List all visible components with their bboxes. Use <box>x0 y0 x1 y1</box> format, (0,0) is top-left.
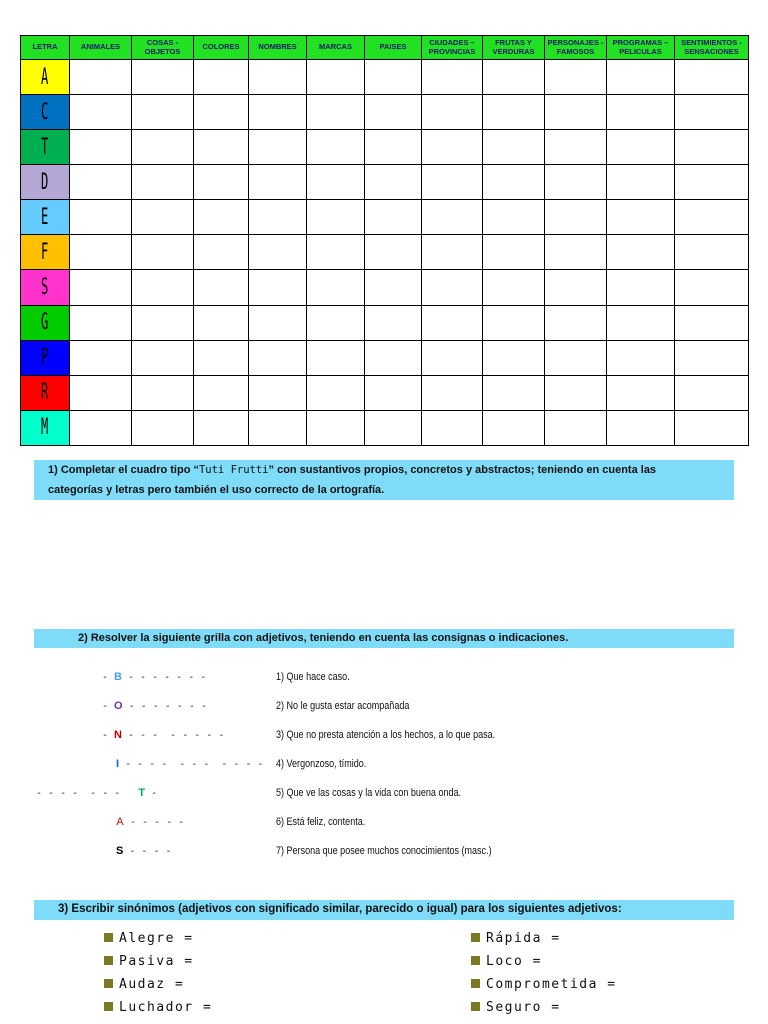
answer-cell[interactable] <box>607 95 675 130</box>
answer-cell[interactable] <box>132 305 194 340</box>
answer-cell[interactable] <box>545 305 607 340</box>
answer-cell[interactable] <box>607 340 675 375</box>
answer-cell[interactable] <box>132 340 194 375</box>
clue-key-letter: S <box>116 845 124 857</box>
answer-cell[interactable] <box>422 270 483 305</box>
clue-key-letter: I <box>116 758 120 770</box>
answer-cell[interactable] <box>194 375 249 410</box>
answer-cell[interactable] <box>545 410 607 445</box>
answer-cell[interactable] <box>70 200 132 235</box>
answer-cell[interactable] <box>365 305 422 340</box>
clue-dashes-after: - - - - - - - <box>122 701 207 712</box>
synonym-item <box>471 1000 561 1015</box>
answer-cell[interactable] <box>607 375 675 410</box>
clue-definition: 3) Que no presta atención a los hechos, a lo que pasa. <box>276 729 496 741</box>
clue-dashes-before: - - - - - - - <box>36 788 139 799</box>
answer-cell[interactable] <box>422 60 483 95</box>
clue-dashes-before: - <box>102 701 115 712</box>
answer-cell[interactable] <box>483 235 545 270</box>
synonym-item <box>104 931 194 946</box>
answer-cell[interactable] <box>675 165 749 200</box>
answer-cell[interactable] <box>607 410 675 445</box>
column-header: LETRA <box>21 36 70 60</box>
answer-cell[interactable] <box>132 200 194 235</box>
table-row <box>21 340 749 375</box>
clue-dashes-after: - <box>145 788 158 799</box>
answer-cell[interactable] <box>249 95 307 130</box>
answer-cell[interactable] <box>483 95 545 130</box>
answer-cell[interactable] <box>307 235 365 270</box>
answer-cell[interactable] <box>70 130 132 165</box>
answer-cell[interactable] <box>70 165 132 200</box>
instruction-1-text-b: ” con sustantivos propios, concretos y abstractos; teniendo en cuenta las <box>268 464 657 476</box>
answer-cell[interactable] <box>249 235 307 270</box>
answer-cell[interactable] <box>249 130 307 165</box>
clue-definition: 7) Persona que posee muchos conocimientos (masc.) <box>276 845 492 857</box>
letter-label: A <box>41 64 49 90</box>
table-row <box>21 305 749 340</box>
letter-cell <box>21 305 70 340</box>
answer-cell[interactable] <box>483 305 545 340</box>
instruction-banner-1 <box>34 460 734 500</box>
answer-cell[interactable] <box>307 165 365 200</box>
answer-cell[interactable] <box>249 60 307 95</box>
answer-cell[interactable] <box>422 340 483 375</box>
answer-cell[interactable] <box>249 410 307 445</box>
clue-pattern <box>102 729 224 741</box>
clue-pattern <box>116 845 172 857</box>
synonym-word: Alegre = <box>119 931 194 946</box>
letter-label: G <box>41 310 49 336</box>
letter-label: T <box>41 134 49 160</box>
answer-cell[interactable] <box>307 130 365 165</box>
letter-cell <box>21 410 70 445</box>
table-row <box>21 95 749 130</box>
table-row <box>21 375 749 410</box>
table-row <box>21 200 749 235</box>
letter-label: S <box>41 275 49 300</box>
clue-definition: 6) Está feliz, contenta. <box>276 816 366 828</box>
answer-cell[interactable] <box>483 60 545 95</box>
answer-cell[interactable] <box>545 340 607 375</box>
column-header: FRUTAS Y VERDURAS <box>483 36 545 60</box>
answer-cell[interactable] <box>675 305 749 340</box>
answer-cell[interactable] <box>422 165 483 200</box>
answer-cell[interactable] <box>70 375 132 410</box>
answer-cell[interactable] <box>194 340 249 375</box>
column-header: ANIMALES <box>70 36 132 60</box>
clue-definition: 4) Vergonzoso, tímido. <box>276 758 367 770</box>
answer-cell[interactable] <box>545 165 607 200</box>
answer-cell[interactable] <box>70 410 132 445</box>
column-header: NOMBRES <box>249 36 307 60</box>
answer-cell[interactable] <box>132 410 194 445</box>
instruction-banner-2 <box>34 629 734 648</box>
answer-cell[interactable] <box>675 410 749 445</box>
letter-label: F <box>41 239 49 265</box>
answer-cell[interactable] <box>675 130 749 165</box>
instruction-banner-3 <box>34 900 734 920</box>
answer-cell[interactable] <box>70 60 132 95</box>
answer-cell[interactable] <box>607 60 675 95</box>
clue-dashes-before: - <box>102 730 115 741</box>
answer-cell[interactable] <box>365 410 422 445</box>
column-header: CIUDADES – PROVINCIAS <box>422 36 483 60</box>
instruction-1-line-2: categorías y letras pero también el uso correcto de la ortografía. <box>48 483 385 496</box>
column-header: PERSONAJES - FAMOSOS <box>545 36 607 60</box>
answer-cell[interactable] <box>194 95 249 130</box>
synonym-word: Seguro = <box>486 1000 561 1015</box>
answer-cell[interactable] <box>307 340 365 375</box>
answer-cell[interactable] <box>483 410 545 445</box>
answer-cell[interactable] <box>194 165 249 200</box>
clue-dashes-after: - - - - - - - - - - - <box>119 759 264 770</box>
synonym-item <box>471 931 561 946</box>
clue-pattern <box>102 671 206 683</box>
answer-cell[interactable] <box>194 305 249 340</box>
answer-cell[interactable] <box>249 305 307 340</box>
answer-cell[interactable] <box>545 130 607 165</box>
answer-cell[interactable] <box>545 60 607 95</box>
clue-dashes-after: - - - - <box>123 846 172 857</box>
answer-cell[interactable] <box>365 60 422 95</box>
answer-cell[interactable] <box>249 200 307 235</box>
answer-cell[interactable] <box>483 165 545 200</box>
answer-cell[interactable] <box>483 200 545 235</box>
answer-cell[interactable] <box>307 270 365 305</box>
square-bullet-icon <box>104 1002 113 1011</box>
clue-definition: 2) No le gusta estar acompañada <box>276 700 410 712</box>
answer-cell[interactable] <box>132 95 194 130</box>
answer-cell[interactable] <box>194 270 249 305</box>
answer-cell[interactable] <box>675 375 749 410</box>
answer-cell[interactable] <box>422 130 483 165</box>
answer-cell[interactable] <box>422 95 483 130</box>
answer-cell[interactable] <box>422 235 483 270</box>
letter-label: C <box>41 99 49 125</box>
answer-cell[interactable] <box>545 375 607 410</box>
answer-cell[interactable] <box>194 130 249 165</box>
answer-cell[interactable] <box>365 130 422 165</box>
answer-cell[interactable] <box>132 375 194 410</box>
answer-cell[interactable] <box>422 200 483 235</box>
column-header: PROGRAMAS – PELICULAS <box>607 36 675 60</box>
clue-pattern <box>102 700 207 712</box>
answer-cell[interactable] <box>194 235 249 270</box>
table-row <box>21 410 749 445</box>
answer-cell[interactable] <box>365 270 422 305</box>
letter-label: R <box>41 380 49 406</box>
letter-cell <box>21 235 70 270</box>
answer-cell[interactable] <box>607 235 675 270</box>
answer-cell[interactable] <box>365 375 422 410</box>
answer-cell[interactable] <box>675 235 749 270</box>
column-header: SENTIMIENTOS - SENSACIONES <box>675 36 749 60</box>
answer-cell[interactable] <box>132 130 194 165</box>
instruction-3-text: 3) Escribir sinónimos (adjetivos con significado similar, parecido o igual) para los siguientes adjetivos: <box>58 903 622 915</box>
table-header-row <box>21 36 749 60</box>
clue-definition: 5) Que ve las cosas y la vida con buena onda. <box>276 787 462 799</box>
answer-cell[interactable] <box>307 305 365 340</box>
clue-dashes-after: - - - - - - - <box>122 672 207 683</box>
synonym-word: Comprometida = <box>486 977 617 992</box>
letter-label: E <box>41 204 49 230</box>
answer-cell[interactable] <box>194 60 249 95</box>
table-row <box>21 130 749 165</box>
answer-cell[interactable] <box>365 95 422 130</box>
table-row <box>21 60 749 95</box>
clue-key-letter: N <box>114 729 122 741</box>
clue-dashes-after: - - - - - <box>123 817 185 828</box>
table-row <box>21 270 749 305</box>
synonym-item <box>104 977 184 992</box>
answer-cell[interactable] <box>545 235 607 270</box>
letter-label: M <box>41 415 49 441</box>
column-header: PAISES <box>365 36 422 60</box>
clue-dashes-before: - <box>102 672 115 683</box>
answer-cell[interactable] <box>132 270 194 305</box>
answer-cell[interactable] <box>307 200 365 235</box>
answer-cell[interactable] <box>249 165 307 200</box>
answer-cell[interactable] <box>365 235 422 270</box>
answer-cell[interactable] <box>132 235 194 270</box>
answer-cell[interactable] <box>70 340 132 375</box>
synonym-item <box>471 954 542 969</box>
table-row <box>21 165 749 200</box>
answer-cell[interactable] <box>422 305 483 340</box>
square-bullet-icon <box>104 933 113 942</box>
clue-pattern <box>116 758 264 770</box>
answer-cell[interactable] <box>607 305 675 340</box>
answer-cell[interactable] <box>70 95 132 130</box>
synonym-word: Rápida = <box>486 931 561 946</box>
instruction-2-text: 2) Resolver la siguiente grilla con adjetivos, teniendo en cuenta las consignas o indicaciones. <box>78 632 569 644</box>
clue-key-letter: O <box>114 700 123 712</box>
answer-cell[interactable] <box>607 130 675 165</box>
answer-cell[interactable] <box>483 375 545 410</box>
letter-cell <box>21 60 70 95</box>
answer-cell[interactable] <box>249 340 307 375</box>
answer-cell[interactable] <box>365 340 422 375</box>
answer-cell[interactable] <box>307 375 365 410</box>
answer-cell[interactable] <box>675 60 749 95</box>
answer-cell[interactable] <box>675 200 749 235</box>
answer-cell[interactable] <box>607 270 675 305</box>
synonym-item <box>104 1000 212 1015</box>
instruction-1-game-name: Tuti Frutti <box>198 464 269 476</box>
answer-cell[interactable] <box>545 270 607 305</box>
square-bullet-icon <box>471 956 480 965</box>
square-bullet-icon <box>104 979 113 988</box>
answer-cell[interactable] <box>545 95 607 130</box>
answer-cell[interactable] <box>70 270 132 305</box>
square-bullet-icon <box>471 1002 480 1011</box>
answer-cell[interactable] <box>483 270 545 305</box>
answer-cell[interactable] <box>365 200 422 235</box>
table-row <box>21 235 749 270</box>
letter-cell <box>21 130 70 165</box>
letter-cell <box>21 165 70 200</box>
answer-cell[interactable] <box>675 340 749 375</box>
letter-cell <box>21 200 70 235</box>
square-bullet-icon <box>104 956 113 965</box>
clue-key-letter: B <box>114 671 122 683</box>
clue-key-letter: T <box>138 787 146 799</box>
answer-cell[interactable] <box>132 60 194 95</box>
square-bullet-icon <box>471 933 480 942</box>
answer-cell[interactable] <box>70 305 132 340</box>
letter-cell <box>21 340 70 375</box>
answer-cell[interactable] <box>422 410 483 445</box>
column-header: COSAS - OBJETOS <box>132 36 194 60</box>
answer-cell[interactable] <box>365 165 422 200</box>
letter-cell <box>21 270 70 305</box>
letter-cell <box>21 95 70 130</box>
synonym-word: Pasiva = <box>119 954 194 969</box>
answer-cell[interactable] <box>307 60 365 95</box>
synonym-word: Luchador = <box>119 1000 213 1015</box>
letter-label: D <box>41 169 49 195</box>
answer-cell[interactable] <box>483 130 545 165</box>
answer-cell[interactable] <box>422 375 483 410</box>
synonym-word: Loco = <box>486 954 542 969</box>
answer-cell[interactable] <box>70 235 132 270</box>
clue-dashes-after: - - - - - - - - <box>122 730 225 741</box>
answer-cell[interactable] <box>194 410 249 445</box>
answer-cell[interactable] <box>307 95 365 130</box>
answer-cell[interactable] <box>249 270 307 305</box>
answer-cell[interactable] <box>675 270 749 305</box>
answer-cell[interactable] <box>194 200 249 235</box>
column-header: MARCAS <box>307 36 365 60</box>
answer-cell[interactable] <box>607 200 675 235</box>
answer-cell[interactable] <box>307 410 365 445</box>
answer-cell[interactable] <box>483 340 545 375</box>
tuti-frutti-table <box>20 35 749 446</box>
column-header: COLORES <box>194 36 249 60</box>
answer-cell[interactable] <box>675 95 749 130</box>
synonym-item <box>471 977 617 992</box>
letter-label: P <box>41 345 49 371</box>
square-bullet-icon <box>471 979 480 988</box>
instruction-1-text-a: 1) Completar el cuadro tipo “ <box>48 464 199 476</box>
synonym-word: Audaz = <box>119 977 185 992</box>
answer-cell[interactable] <box>249 375 307 410</box>
clue-key-letter: A <box>116 816 124 828</box>
synonym-item <box>104 954 194 969</box>
answer-cell[interactable] <box>607 165 675 200</box>
clue-pattern <box>116 816 184 828</box>
answer-cell[interactable] <box>545 200 607 235</box>
clue-pattern <box>36 787 157 799</box>
answer-cell[interactable] <box>132 165 194 200</box>
clue-definition: 1) Que hace caso. <box>276 671 350 683</box>
letter-cell <box>21 375 70 410</box>
